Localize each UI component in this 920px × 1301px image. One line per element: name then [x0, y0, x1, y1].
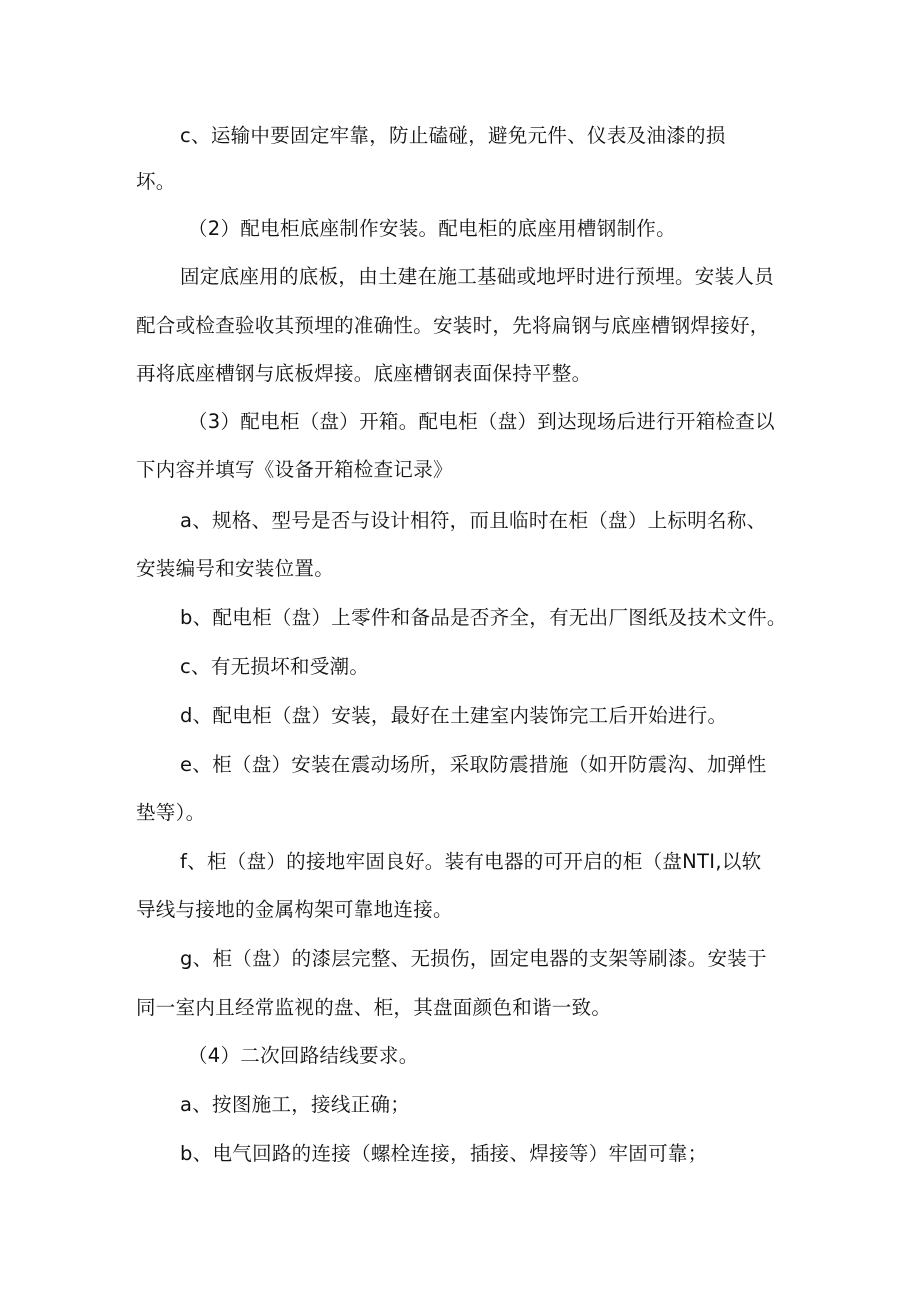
paragraph-step-4-line-1: （4）二次回路结线要求。 — [188, 1044, 419, 1067]
paragraph-g-paint-line-1: g、柜（盘）的漆层完整、无损伤，固定电器的支架等刷漆。安装于 — [180, 947, 767, 970]
paragraph-f-ground-line-1: f、柜（盘）的接地牢固良好。装有电器的可开启的柜（盘NTI,以软 — [180, 850, 762, 873]
paragraph-b-circuit-line-1: b、电气回路的连接（螺栓连接，插接、焊接等）牢固可靠； — [180, 1142, 708, 1165]
paragraph-a-spec-line-1: a、规格、型号是否与设计相符，而且临时在柜（盘）上标明名称、 — [180, 509, 767, 532]
paragraph-base-plate-line-2: 配合或检查验收其预埋的准确性。安装时，先将扁钢与底座槽钢焊接好， — [136, 314, 770, 337]
paragraph-a-spec-line-2: 安装编号和安装位置。 — [136, 557, 335, 580]
paragraph-e-seismic-line-2: 垫等）。 — [136, 801, 206, 824]
paragraph-a-wiring-line-1: a、按图施工，接线正确； — [180, 1093, 411, 1116]
paragraph-c-transport-line-1: c、运输中要固定牢靠，防止磕碰，避免元件、仪表及油漆的损 — [180, 124, 726, 147]
paragraph-step-3-line-2: 下内容并填写《设备开箱检查记录》 — [136, 458, 453, 481]
paragraph-c-transport-line-2: 坏。 — [136, 170, 176, 193]
paragraph-base-plate-line-3: 再将底座槽钢与底板焊接。底座槽钢表面保持平整。 — [136, 362, 592, 385]
paragraph-step-2-line-1: （2）配电柜底座制作安装。配电柜的底座用槽钢制作。 — [188, 217, 676, 240]
paragraph-d-install-line-1: d、配电柜（盘）安装，最好在土建室内装饰完工后开始进行。 — [180, 704, 728, 727]
paragraph-base-plate-line-1: 固定底座用的底板，由土建在施工基础或地坪时进行预埋。安装人员 — [180, 265, 775, 288]
paragraph-step-3-line-1: （3）配电柜（盘）开箱。配电柜（盘）到达现场后进行开箱检查以 — [188, 410, 775, 433]
paragraph-f-ground-line-2: 导线与接地的金属构架可靠地连接。 — [136, 898, 453, 921]
paragraph-e-seismic-line-1: e、柜（盘）安装在震动场所，采取防震措施（如开防震沟、加弹性 — [180, 753, 767, 776]
paragraph-b-parts-line-1: b、配电柜（盘）上零件和备品是否齐全，有无出厂图纸及技术文件。 — [180, 606, 787, 629]
paragraph-c-damage-line-1: c、有无损坏和受潮。 — [180, 655, 370, 678]
paragraph-g-paint-line-2: 同一室内且经常监视的盘、柜，其盘面颜色和谐一致。 — [136, 996, 612, 1019]
